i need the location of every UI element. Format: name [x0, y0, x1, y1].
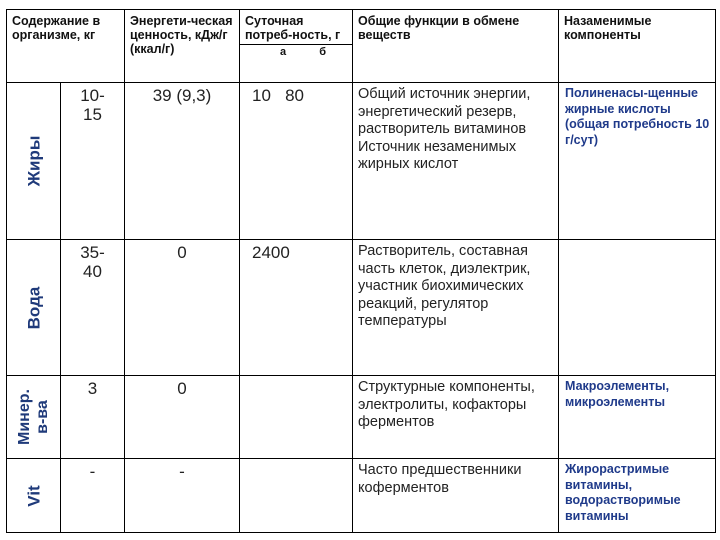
energy-value: 0	[177, 243, 187, 262]
row-name-fats: Жиры	[24, 135, 43, 187]
row-name-minerals: Минер. в-ва	[15, 389, 51, 445]
daily-cell	[240, 83, 353, 240]
daily-cell	[240, 240, 353, 376]
essential-text: Макроэлементы, микроэлементы	[565, 379, 670, 409]
row-water	[7, 240, 716, 376]
header-energy-label: Энергети-ческая ценность, кДж/г (ккал/г)	[130, 14, 233, 56]
row-name-cell	[7, 83, 61, 240]
content-value: 3	[87, 379, 98, 398]
header-functions	[353, 10, 559, 83]
header-daily-ab	[240, 44, 352, 58]
header-row	[7, 10, 716, 83]
energy-cell	[125, 376, 240, 459]
daily-value: 10 80	[252, 86, 304, 105]
row-name-vit: Vit	[24, 484, 43, 507]
essential-cell	[559, 376, 716, 459]
daily-value: 2400	[252, 243, 290, 262]
row-name-cell	[7, 459, 61, 533]
row-minerals	[7, 376, 716, 459]
functions-text: Растворитель, составная часть клеток, диэлектрик, участник биохимических реакций, регулятор температуры	[358, 243, 531, 329]
header-content	[7, 10, 125, 83]
energy-value: -	[179, 462, 185, 481]
energy-cell	[125, 83, 240, 240]
content-value: 35- 40	[80, 243, 105, 281]
header-energy	[125, 10, 240, 83]
daily-cell	[240, 376, 353, 459]
content-cell	[61, 240, 125, 376]
essential-cell	[559, 240, 716, 376]
functions-text: Часто предшественники коферментов	[358, 462, 522, 496]
functions-cell	[353, 240, 559, 376]
functions-text: Структурные компоненты, электролиты, кофакторы ферментов	[358, 379, 535, 430]
header-daily-a: а	[280, 46, 287, 58]
essential-cell	[559, 83, 716, 240]
row-fats	[7, 83, 716, 240]
essential-text	[559, 240, 715, 243]
header-essential-label: Назаменимые компоненты	[564, 14, 652, 42]
energy-value: 0	[177, 379, 187, 398]
content-cell	[61, 83, 125, 240]
content-cell	[61, 376, 125, 459]
row-name-cell	[7, 240, 61, 376]
essential-text: Полиненасы-щенные жирные кислоты (общая потребность 10 г/сут)	[565, 86, 710, 147]
nutrients-table-container	[6, 9, 715, 532]
content-value: -	[89, 462, 96, 481]
daily-value	[240, 376, 352, 379]
header-functions-label: Общие функции в обмене веществ	[358, 14, 520, 42]
energy-value: 39 (9,3)	[152, 86, 212, 105]
functions-text: Общий источник энергии, энергетический резерв, растворитель витаминов Источник незаменимых жирных кислот	[358, 86, 531, 172]
content-cell	[61, 459, 125, 533]
row-name-water: Вода	[24, 286, 43, 329]
energy-cell	[125, 240, 240, 376]
essential-text: Жирорастримые витамины, водорастворимые витамины	[565, 462, 681, 523]
header-daily	[240, 10, 353, 83]
nutrients-table	[6, 9, 716, 533]
row-vitamins	[7, 459, 716, 533]
functions-cell	[353, 83, 559, 240]
header-content-label: Содержание в организме, кг	[12, 14, 101, 42]
header-daily-b: б	[319, 46, 326, 58]
functions-cell	[353, 376, 559, 459]
daily-value	[240, 459, 352, 462]
row-name-cell	[7, 376, 61, 459]
essential-cell	[559, 459, 716, 533]
header-daily-label: Суточная потреб-ность, г	[245, 14, 341, 42]
functions-cell	[353, 459, 559, 533]
energy-cell	[125, 459, 240, 533]
header-essential	[559, 10, 716, 83]
content-value: 10- 15	[80, 86, 105, 124]
daily-cell	[240, 459, 353, 533]
